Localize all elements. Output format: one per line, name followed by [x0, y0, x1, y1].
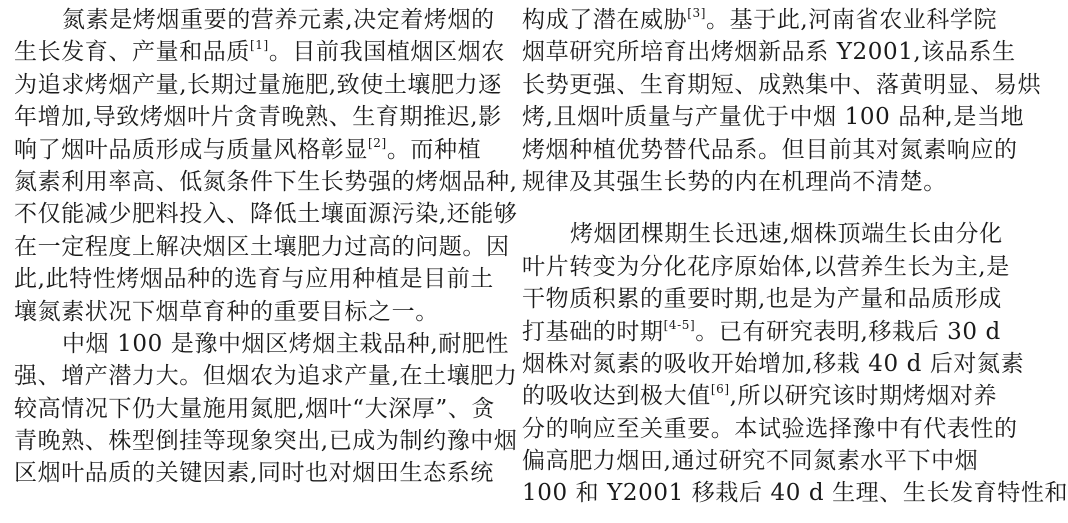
right-text-column — [522, 4, 1068, 510]
text-line — [522, 36, 1016, 68]
line-text: 烤烟种植优势替代品系。但目前其对氮素响应的 — [522, 136, 1018, 163]
citation-marker: [1] — [250, 38, 269, 53]
line-text: 氮素利用率高、低氮条件下生长势强的烤烟品种, — [14, 168, 518, 195]
text-line — [14, 263, 494, 295]
line-text: 烟株对氮素的吸收开始增加,移栽 40 d 后对氮素 — [522, 350, 1025, 377]
line-text: 烤烟团棵期生长迅速,烟株顶端生长由分化 — [570, 221, 1003, 248]
text-line — [522, 477, 1068, 509]
text-line — [522, 445, 994, 477]
text-line — [522, 251, 1010, 283]
line-text: 青晚熟、株型倒挂等现象突出,已成为制约豫中烟 — [14, 428, 518, 455]
line-text-tail: ,所以研究该时期烤烟对养 — [729, 383, 998, 410]
line-text: 偏高肥力烟田,通过研究不同氮素水平下中烟 — [522, 448, 979, 475]
text-line — [14, 134, 486, 166]
text-line — [522, 380, 998, 412]
line-text: 长势更强、生育期短、成熟集中、落黄明显、易烘 — [522, 71, 1042, 98]
line-text: 区烟叶品质的关键因素,同时也对烟田生态系统 — [14, 460, 494, 487]
line-text: 分的响应至关重要。本试验选择豫中有代表性的 — [522, 415, 1018, 442]
line-text: 强、增产潜力大。但烟农为追求产量,在土壤肥力 — [14, 363, 518, 390]
line-text: 在一定程度上解决烟区土壤肥力过高的问题。因 — [14, 233, 510, 260]
line-text-tail: 。已有研究表明,移栽后 30 d — [695, 318, 1001, 345]
text-line — [14, 425, 518, 457]
text-line — [14, 166, 518, 198]
text-line — [14, 457, 494, 489]
text-line — [522, 69, 1042, 101]
text-line — [14, 328, 510, 360]
text-line — [522, 166, 994, 198]
left-text-column — [14, 4, 518, 490]
line-text: 不仅能减少肥料投入、降低土壤面源污染,还能够 — [14, 201, 518, 228]
text-line — [14, 360, 518, 392]
text-line — [14, 36, 505, 68]
text-line — [14, 393, 496, 425]
line-text: 氮素是烤烟重要的营养元素,决定着烤烟的 — [62, 7, 495, 33]
citation-marker: [6] — [710, 382, 730, 397]
paragraph-gap — [522, 198, 994, 218]
line-text: 规律及其强生长势的内在机理尚不清楚。 — [522, 168, 947, 195]
text-line — [14, 101, 502, 133]
line-text: 壤氮素状况下烟草育种的重要目标之一。 — [14, 298, 439, 325]
text-line — [522, 218, 1003, 250]
citation-marker: [2] — [368, 135, 387, 150]
line-text: 的吸收达到极大值 — [522, 383, 711, 410]
text-line — [522, 134, 1018, 166]
text-line — [522, 348, 1025, 380]
text-line — [14, 198, 518, 230]
line-text: 生长发育、产量和品质 — [14, 39, 250, 66]
text-line — [522, 4, 998, 36]
text-line — [14, 231, 510, 263]
citation-marker: [4-5] — [663, 317, 696, 332]
line-text: 烤,且烟叶质量与产量优于中烟 100 品种,是当地 — [522, 104, 1025, 131]
line-text: 此,此特性烤烟品种的选育与应用种植是目前土 — [14, 266, 494, 293]
text-line — [522, 283, 1002, 315]
text-line — [14, 4, 495, 36]
line-text-tail: 。目前我国植烟区烟农 — [268, 39, 505, 66]
line-text: 为追求烤烟产量,长期过量施肥,致使土壤肥力逐 — [14, 71, 502, 98]
line-text: 100 和 Y2001 移栽后 40 d 生理、生长发育特性和 — [522, 480, 1068, 507]
text-line — [522, 413, 1018, 445]
line-text-tail: 。基于此,河南省农业科学院 — [706, 7, 998, 33]
line-text-tail: 。而种植 — [386, 136, 482, 163]
line-text: 较高情况下仍大量施用氮肥,烟叶“大深厚”、贪 — [14, 395, 496, 422]
line-text: 干物质积累的重要时期,也是为产量和品质形成 — [522, 286, 1002, 313]
line-text: 响了烟叶品质形成与质量风格彰显 — [14, 136, 368, 163]
line-text: 打基础的时期 — [522, 318, 664, 345]
line-text: 中烟 100 是豫中烟区烤烟主栽品种,耐肥性 — [62, 330, 510, 357]
text-line — [14, 69, 502, 101]
text-line — [14, 296, 486, 328]
text-line — [522, 316, 1001, 348]
text-line — [522, 101, 1025, 133]
citation-marker: [3] — [687, 6, 707, 20]
line-text: 烟草研究所培育出烤烟新品系 Y2001,该品系生 — [522, 39, 1016, 66]
line-text: 年增加,导致烤烟叶片贪青晚熟、生育期推迟,影 — [14, 104, 502, 131]
line-text: 叶片转变为分化花序原始体,以营养生长为主,是 — [522, 253, 1010, 280]
line-text: 构成了潜在威胁 — [522, 7, 688, 33]
